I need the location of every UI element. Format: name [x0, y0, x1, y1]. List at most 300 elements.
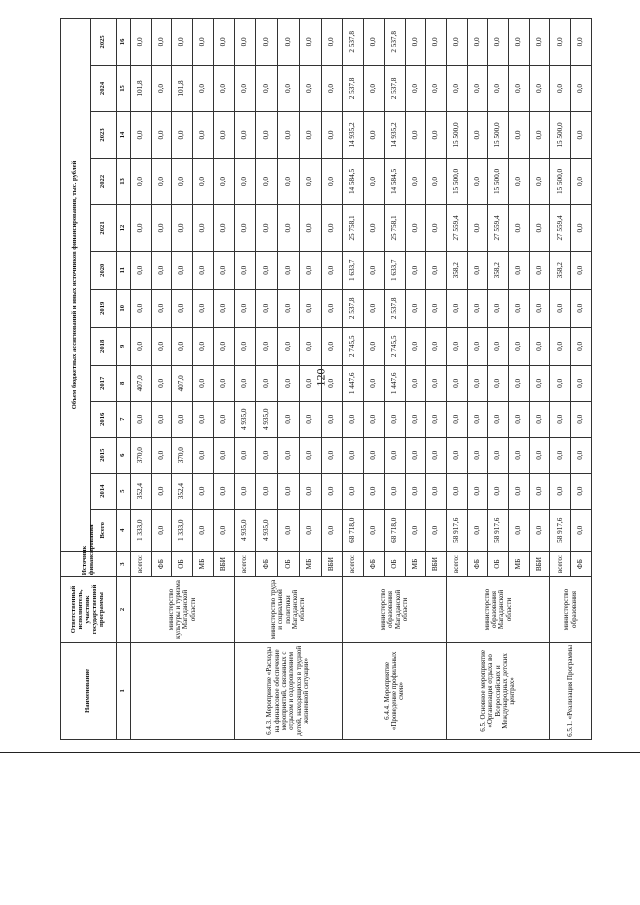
amount-cell: 0,0 [256, 251, 278, 289]
amount-cell: 0,0 [405, 65, 426, 112]
amount-cell: 0,0 [234, 327, 256, 365]
amount-cell: 2 537,8 [384, 65, 405, 112]
amount-cell: 0,0 [550, 327, 571, 365]
amount-cell: 0,0 [213, 65, 234, 112]
rotated-table [60, 18, 592, 740]
header-total: Всего [91, 509, 117, 551]
amount-cell: 0,0 [256, 437, 278, 473]
amount-cell: 0,0 [193, 401, 214, 437]
amount-cell: 0,0 [364, 289, 385, 327]
amount-cell: 0,0 [446, 19, 467, 66]
funding-source: ОБ [172, 551, 193, 576]
amount-cell: 0,0 [256, 289, 278, 327]
amount-cell: 0,0 [364, 473, 385, 509]
amount-cell: 0,0 [509, 205, 530, 252]
header-year: 2022 [91, 158, 117, 205]
amount-cell: 0,0 [172, 19, 193, 66]
amount-cell: 0,0 [426, 65, 447, 112]
amount-cell: 0,0 [529, 112, 550, 159]
amount-cell: 0,0 [256, 65, 278, 112]
header-year: 2020 [91, 251, 117, 289]
amount-cell: 0,0 [571, 473, 592, 509]
amount-cell: 0,0 [467, 437, 488, 473]
header-responsible: Ответственный исполнитель, участник государственной программы [61, 577, 117, 643]
amount-cell: 14 935,2 [384, 112, 405, 159]
amount-cell: 68 718,0 [384, 509, 405, 551]
funding-source: ФБ [467, 551, 488, 576]
amount-cell: 0,0 [278, 509, 300, 551]
amount-cell: 58 917,6 [550, 509, 571, 551]
amount-cell: 0,0 [488, 473, 509, 509]
amount-cell: 0,0 [193, 19, 214, 66]
amount-cell: 0,0 [321, 19, 343, 66]
amount-cell: 0,0 [193, 365, 214, 401]
amount-cell: 0,0 [299, 205, 321, 252]
funding-source: ВБИ [321, 551, 343, 576]
amount-cell: 0,0 [405, 437, 426, 473]
amount-cell: 407,0 [131, 365, 152, 401]
amount-cell: 0,0 [278, 327, 300, 365]
amount-cell: 0,0 [405, 205, 426, 252]
funding-source: всего: [550, 551, 571, 576]
amount-cell: 0,0 [234, 473, 256, 509]
table-row [343, 19, 364, 740]
amount-cell: 0,0 [234, 251, 256, 289]
amount-cell: 0,0 [550, 473, 571, 509]
amount-cell: 0,0 [234, 205, 256, 252]
amount-cell: 25 758,1 [384, 205, 405, 252]
page-separator-line [0, 752, 640, 753]
amount-cell: 0,0 [405, 509, 426, 551]
amount-cell: 0,0 [550, 19, 571, 66]
amount-cell: 0,0 [550, 437, 571, 473]
amount-cell: 0,0 [509, 158, 530, 205]
amount-cell: 0,0 [426, 401, 447, 437]
amount-cell: 0,0 [509, 289, 530, 327]
amount-cell: 0,0 [131, 19, 152, 66]
funding-source: всего: [131, 551, 152, 576]
header-year: 2015 [91, 437, 117, 473]
amount-cell: 2 745,5 [343, 327, 364, 365]
amount-cell: 0,0 [151, 437, 172, 473]
amount-cell: 0,0 [488, 365, 509, 401]
header-col-number: 8 [117, 365, 131, 401]
amount-cell: 27 559,4 [488, 205, 509, 252]
amount-cell: 4 935,0 [256, 509, 278, 551]
amount-cell: 0,0 [321, 205, 343, 252]
amount-cell: 2 537,8 [343, 65, 364, 112]
amount-cell: 0,0 [213, 365, 234, 401]
amount-cell: 0,0 [321, 251, 343, 289]
header-col-number: 14 [117, 112, 131, 159]
amount-cell: 1 333,0 [172, 509, 193, 551]
funding-source: МБ [405, 551, 426, 576]
amount-cell: 0,0 [509, 437, 530, 473]
funding-source: ФБ [151, 551, 172, 576]
amount-cell: 1 447,6 [343, 365, 364, 401]
amount-cell: 0,0 [446, 289, 467, 327]
amount-cell: 0,0 [321, 437, 343, 473]
amount-cell: 0,0 [364, 65, 385, 112]
amount-cell: 0,0 [234, 158, 256, 205]
amount-cell: 0,0 [278, 112, 300, 159]
amount-cell: 0,0 [405, 327, 426, 365]
amount-cell: 0,0 [321, 158, 343, 205]
header-funding-title: Объем бюджетных ассигнований и иных источников финансирования, тыс. рублей [61, 19, 91, 552]
amount-cell: 0,0 [172, 205, 193, 252]
amount-cell: 0,0 [488, 401, 509, 437]
amount-cell: 0,0 [151, 473, 172, 509]
amount-cell: 0,0 [426, 365, 447, 401]
amount-cell: 2 537,8 [343, 19, 364, 66]
amount-cell: 0,0 [426, 251, 447, 289]
amount-cell: 0,0 [467, 251, 488, 289]
amount-cell: 0,0 [571, 437, 592, 473]
amount-cell: 0,0 [467, 19, 488, 66]
amount-cell: 0,0 [467, 158, 488, 205]
amount-cell: 0,0 [151, 365, 172, 401]
amount-cell: 0,0 [131, 401, 152, 437]
funding-source: МБ [299, 551, 321, 576]
amount-cell: 0,0 [343, 401, 364, 437]
amount-cell: 0,0 [364, 509, 385, 551]
amount-cell: 0,0 [278, 158, 300, 205]
amount-cell: 0,0 [172, 112, 193, 159]
amount-cell: 15 500,0 [488, 112, 509, 159]
amount-cell: 0,0 [529, 289, 550, 327]
amount-cell: 0,0 [509, 65, 530, 112]
amount-cell: 0,0 [446, 327, 467, 365]
header-year: 2014 [91, 473, 117, 509]
amount-cell: 0,0 [256, 327, 278, 365]
amount-cell: 14 935,2 [343, 112, 364, 159]
amount-cell: 0,0 [321, 289, 343, 327]
activity-name [131, 642, 235, 739]
amount-cell: 0,0 [278, 401, 300, 437]
amount-cell: 0,0 [213, 327, 234, 365]
amount-cell: 0,0 [571, 289, 592, 327]
amount-cell: 358,2 [446, 251, 467, 289]
amount-cell: 0,0 [446, 65, 467, 112]
amount-cell: 0,0 [364, 365, 385, 401]
amount-cell: 0,0 [384, 473, 405, 509]
header-col-number: 4 [117, 509, 131, 551]
header-col-number: 13 [117, 158, 131, 205]
amount-cell: 0,0 [299, 251, 321, 289]
amount-cell: 0,0 [364, 437, 385, 473]
amount-cell: 0,0 [299, 19, 321, 66]
amount-cell: 14 584,5 [343, 158, 364, 205]
responsible-executor: министерство труда и социальной политики Магаданской области [234, 577, 343, 643]
responsible-executor: министерство образования [550, 577, 592, 643]
amount-cell: 0,0 [467, 112, 488, 159]
activity-name: 6.4.3. Мероприятие «Расходы на финансовое обеспечение мероприятий, связанных с отдыхом и оздоровлением детей, находящихся в трудной жизненной ситуации» [234, 642, 343, 739]
amount-cell: 0,0 [529, 327, 550, 365]
table-row [550, 19, 571, 740]
amount-cell: 0,0 [256, 473, 278, 509]
amount-cell: 0,0 [299, 509, 321, 551]
header-source: Источник финансирования [61, 551, 117, 576]
amount-cell: 0,0 [529, 365, 550, 401]
amount-cell: 101,8 [172, 65, 193, 112]
activity-name: 6.4.4. Мероприятие «Проведение профильных смен» [343, 642, 447, 739]
amount-cell: 0,0 [426, 327, 447, 365]
amount-cell: 0,0 [364, 401, 385, 437]
amount-cell: 0,0 [321, 473, 343, 509]
amount-cell: 0,0 [193, 158, 214, 205]
amount-cell: 58 917,6 [446, 509, 467, 551]
amount-cell: 0,0 [529, 437, 550, 473]
amount-cell: 27 559,4 [550, 205, 571, 252]
amount-cell: 0,0 [509, 401, 530, 437]
header-year: 2023 [91, 112, 117, 159]
activity-name: 6.5. Основное мероприятие «Организация отдыха во Всероссийских и Международных детских центрах» [446, 642, 550, 739]
responsible-executor: министерство культуры и туризма Магаданской области [131, 577, 235, 643]
amount-cell: 0,0 [446, 365, 467, 401]
amount-cell: 0,0 [426, 473, 447, 509]
amount-cell: 0,0 [299, 437, 321, 473]
header-year: 2021 [91, 205, 117, 252]
header-year: 2024 [91, 65, 117, 112]
amount-cell: 15 500,0 [446, 158, 467, 205]
amount-cell: 15 500,0 [488, 158, 509, 205]
amount-cell: 0,0 [321, 327, 343, 365]
amount-cell: 0,0 [405, 19, 426, 66]
amount-cell: 0,0 [405, 251, 426, 289]
amount-cell: 2 537,8 [384, 19, 405, 66]
table-row [131, 19, 152, 740]
header-year: 2019 [91, 289, 117, 327]
amount-cell: 0,0 [467, 365, 488, 401]
amount-cell: 0,0 [509, 509, 530, 551]
amount-cell: 0,0 [321, 365, 343, 401]
amount-cell: 0,0 [213, 401, 234, 437]
funding-source: всего: [234, 551, 256, 576]
amount-cell: 0,0 [213, 437, 234, 473]
amount-cell: 0,0 [488, 289, 509, 327]
table-row [234, 19, 256, 740]
amount-cell: 0,0 [213, 509, 234, 551]
amount-cell: 1 447,6 [384, 365, 405, 401]
amount-cell: 0,0 [384, 401, 405, 437]
amount-cell: 0,0 [256, 205, 278, 252]
amount-cell: 0,0 [405, 112, 426, 159]
amount-cell: 0,0 [278, 473, 300, 509]
amount-cell: 0,0 [151, 401, 172, 437]
amount-cell: 0,0 [529, 65, 550, 112]
header-year: 2017 [91, 365, 117, 401]
amount-cell: 0,0 [384, 437, 405, 473]
amount-cell: 0,0 [426, 509, 447, 551]
amount-cell: 0,0 [213, 158, 234, 205]
page-number: 120 [313, 368, 328, 387]
amount-cell: 27 559,4 [446, 205, 467, 252]
header-year: 2025 [91, 19, 117, 66]
amount-cell: 0,0 [299, 473, 321, 509]
funding-source: ОБ [278, 551, 300, 576]
amount-cell: 0,0 [321, 112, 343, 159]
amount-cell: 0,0 [151, 19, 172, 66]
amount-cell: 0,0 [467, 327, 488, 365]
funding-source: ФБ [571, 551, 592, 576]
amount-cell: 0,0 [529, 19, 550, 66]
amount-cell: 0,0 [529, 509, 550, 551]
amount-cell: 0,0 [405, 158, 426, 205]
amount-cell: 0,0 [299, 327, 321, 365]
amount-cell: 0,0 [571, 205, 592, 252]
amount-cell: 0,0 [364, 251, 385, 289]
header-col-number: 9 [117, 327, 131, 365]
amount-cell: 4 935,0 [234, 401, 256, 437]
amount-cell: 0,0 [509, 251, 530, 289]
amount-cell: 0,0 [446, 473, 467, 509]
amount-cell: 0,0 [529, 401, 550, 437]
amount-cell: 0,0 [364, 327, 385, 365]
amount-cell: 0,0 [321, 65, 343, 112]
amount-cell: 0,0 [213, 205, 234, 252]
funding-source: ФБ [364, 551, 385, 576]
funding-source: ВБИ [426, 551, 447, 576]
amount-cell: 2 745,5 [384, 327, 405, 365]
amount-cell: 0,0 [488, 19, 509, 66]
amount-cell: 0,0 [509, 365, 530, 401]
amount-cell: 0,0 [467, 473, 488, 509]
amount-cell: 1 633,7 [343, 251, 364, 289]
amount-cell: 0,0 [550, 365, 571, 401]
amount-cell: 0,0 [193, 509, 214, 551]
amount-cell: 0,0 [234, 365, 256, 401]
responsible-executor: министерство образования Магаданской области [446, 577, 550, 643]
funding-source: МБ [509, 551, 530, 576]
amount-cell: 0,0 [151, 327, 172, 365]
amount-cell: 0,0 [131, 112, 152, 159]
amount-cell: 15 500,0 [550, 158, 571, 205]
amount-cell: 0,0 [299, 289, 321, 327]
amount-cell: 0,0 [193, 205, 214, 252]
amount-cell: 0,0 [193, 112, 214, 159]
amount-cell: 370,0 [131, 437, 152, 473]
amount-cell: 0,0 [256, 19, 278, 66]
amount-cell: 0,0 [172, 289, 193, 327]
amount-cell: 0,0 [278, 205, 300, 252]
amount-cell: 0,0 [467, 401, 488, 437]
amount-cell: 0,0 [571, 365, 592, 401]
amount-cell: 370,0 [172, 437, 193, 473]
amount-cell: 0,0 [364, 205, 385, 252]
header-col-number: 7 [117, 401, 131, 437]
header-col-number: 10 [117, 289, 131, 327]
amount-cell: 407,0 [172, 365, 193, 401]
amount-cell: 0,0 [193, 473, 214, 509]
amount-cell: 0,0 [234, 112, 256, 159]
amount-cell: 0,0 [234, 437, 256, 473]
amount-cell: 1 633,7 [384, 251, 405, 289]
funding-source: ОБ [488, 551, 509, 576]
header-col-number: 6 [117, 437, 131, 473]
amount-cell: 0,0 [405, 401, 426, 437]
amount-cell: 0,0 [213, 289, 234, 327]
amount-cell: 0,0 [550, 289, 571, 327]
amount-cell: 0,0 [364, 158, 385, 205]
amount-cell: 0,0 [571, 65, 592, 112]
amount-cell: 0,0 [172, 327, 193, 365]
amount-cell: 0,0 [151, 112, 172, 159]
amount-cell: 0,0 [234, 65, 256, 112]
amount-cell: 0,0 [193, 327, 214, 365]
amount-cell: 0,0 [193, 437, 214, 473]
header-col-number: 16 [117, 19, 131, 66]
amount-cell: 0,0 [299, 65, 321, 112]
amount-cell: 0,0 [426, 112, 447, 159]
amount-cell: 0,0 [131, 251, 152, 289]
amount-cell: 0,0 [193, 65, 214, 112]
header-col-number: 11 [117, 251, 131, 289]
amount-cell: 0,0 [256, 112, 278, 159]
amount-cell: 0,0 [364, 112, 385, 159]
amount-cell: 0,0 [234, 19, 256, 66]
amount-cell: 352,4 [131, 473, 152, 509]
header-name: Наименование [61, 642, 117, 739]
amount-cell: 0,0 [571, 401, 592, 437]
activity-name: 6.5.1. «Реализация Программы [550, 642, 592, 739]
amount-cell: 0,0 [151, 205, 172, 252]
amount-cell: 0,0 [426, 289, 447, 327]
amount-cell: 0,0 [172, 251, 193, 289]
amount-cell: 0,0 [299, 401, 321, 437]
amount-cell: 0,0 [343, 473, 364, 509]
amount-cell: 0,0 [321, 509, 343, 551]
amount-cell: 0,0 [529, 158, 550, 205]
amount-cell: 0,0 [467, 509, 488, 551]
amount-cell: 0,0 [405, 473, 426, 509]
header-col-number: 1 [117, 642, 131, 739]
amount-cell: 0,0 [213, 19, 234, 66]
amount-cell: 0,0 [364, 19, 385, 66]
amount-cell: 0,0 [426, 205, 447, 252]
funding-source: всего: [446, 551, 467, 576]
amount-cell: 0,0 [299, 365, 321, 401]
amount-cell: 0,0 [488, 437, 509, 473]
amount-cell: 2 537,8 [384, 289, 405, 327]
amount-cell: 352,4 [172, 473, 193, 509]
header-col-number: 12 [117, 205, 131, 252]
amount-cell: 14 584,5 [384, 158, 405, 205]
amount-cell: 0,0 [278, 251, 300, 289]
budget-table [60, 18, 592, 740]
amount-cell: 4 935,0 [256, 401, 278, 437]
amount-cell: 0,0 [131, 327, 152, 365]
funding-source: ОБ [384, 551, 405, 576]
amount-cell: 0,0 [172, 158, 193, 205]
amount-cell: 0,0 [571, 509, 592, 551]
amount-cell: 0,0 [131, 289, 152, 327]
amount-cell: 0,0 [278, 437, 300, 473]
amount-cell: 2 537,8 [343, 289, 364, 327]
amount-cell: 0,0 [509, 112, 530, 159]
amount-cell: 0,0 [193, 251, 214, 289]
amount-cell: 4 935,0 [234, 509, 256, 551]
amount-cell: 0,0 [509, 473, 530, 509]
amount-cell: 0,0 [446, 401, 467, 437]
amount-cell: 0,0 [151, 251, 172, 289]
amount-cell: 0,0 [213, 112, 234, 159]
amount-cell: 0,0 [193, 289, 214, 327]
amount-cell: 0,0 [426, 158, 447, 205]
amount-cell: 0,0 [131, 158, 152, 205]
amount-cell: 0,0 [571, 251, 592, 289]
amount-cell: 0,0 [426, 19, 447, 66]
amount-cell: 15 500,0 [550, 112, 571, 159]
